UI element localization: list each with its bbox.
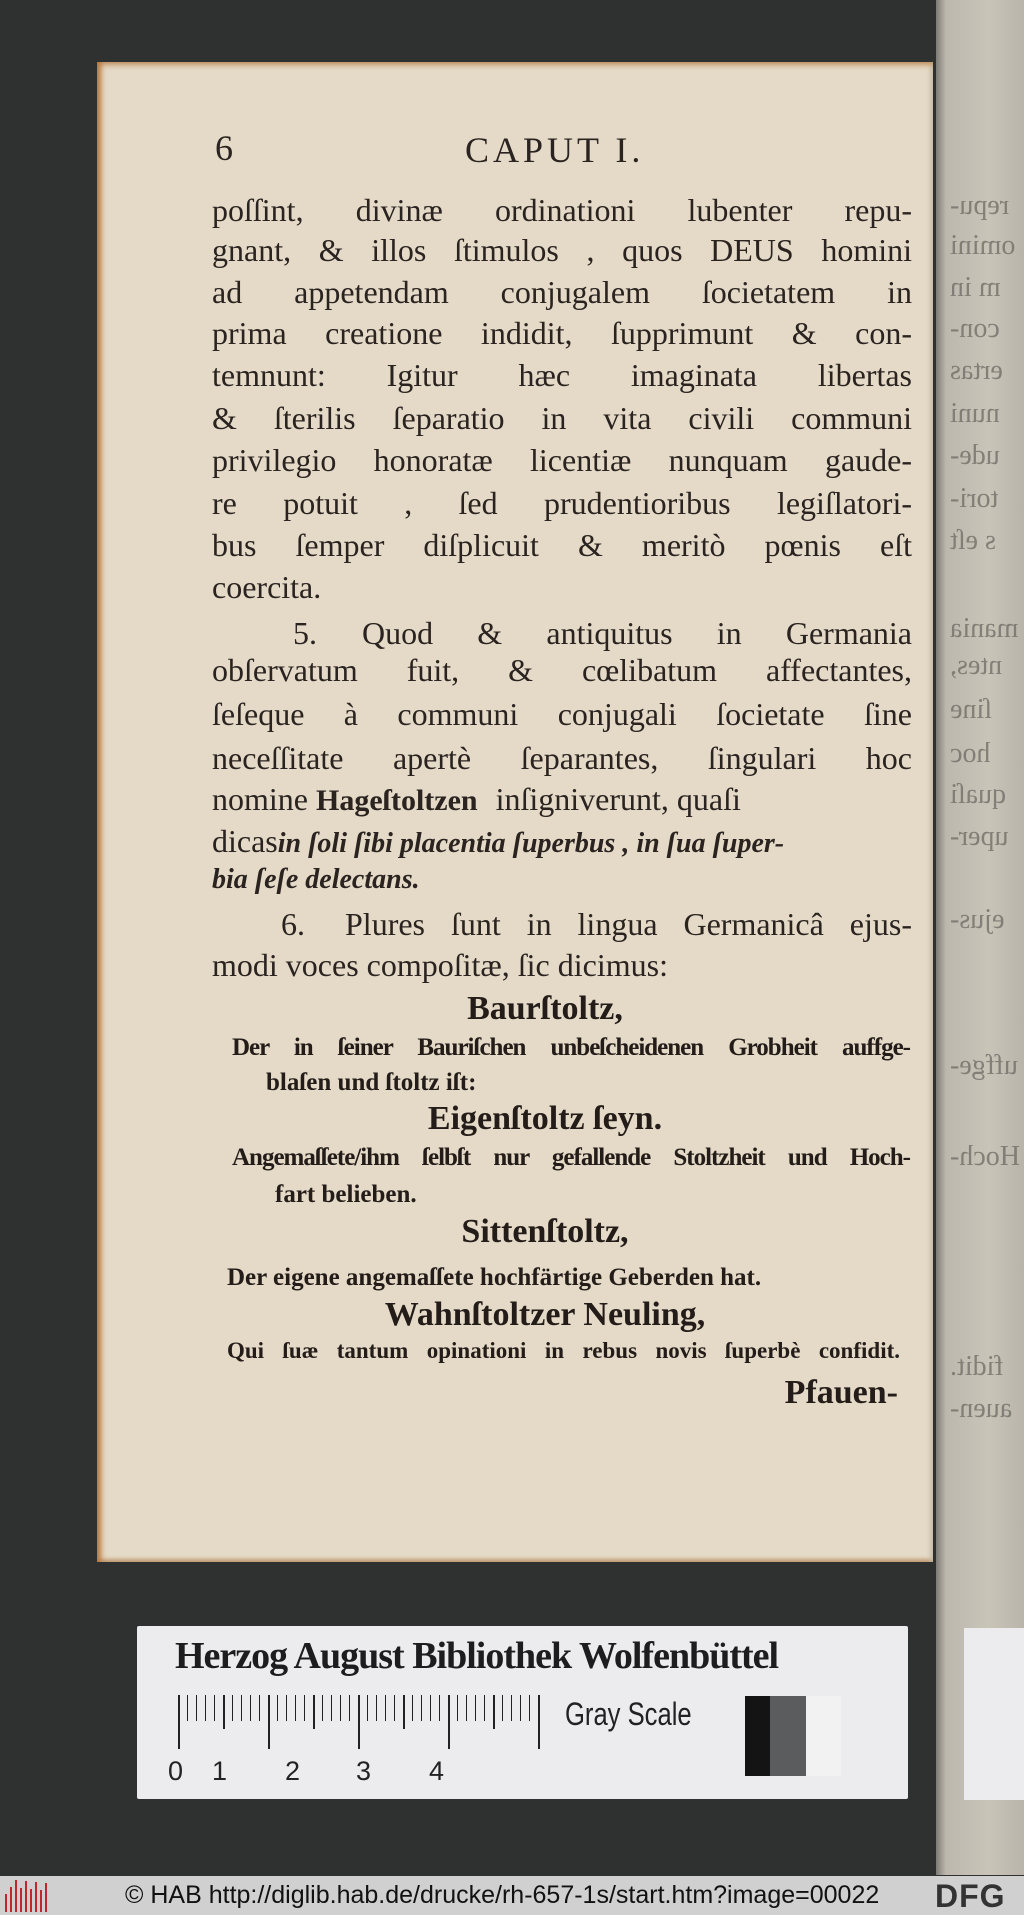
text-line: obſervatum fuit, & cœlibatum affectantes, bbox=[212, 652, 912, 688]
italic-text: in ſoli ſibi placentia ſuperbus , in ſua ſuper- bbox=[277, 828, 785, 859]
fraktur-word: Hageſtoltzen bbox=[315, 784, 478, 817]
bleed-text-fragment: mania bbox=[950, 613, 1019, 644]
text-line: & ſterilis ſeparatio in vita civili communi bbox=[212, 400, 912, 436]
ruler-tick bbox=[367, 1695, 368, 1721]
ruler-tick bbox=[196, 1695, 197, 1721]
text-line: Quod & antiquitus in Germania bbox=[362, 615, 912, 651]
scale-number: 0 bbox=[168, 1756, 184, 1786]
ruler-tick bbox=[493, 1695, 495, 1729]
bleed-text-fragment: fidit. bbox=[950, 1351, 1004, 1382]
ruler-tick bbox=[439, 1695, 440, 1721]
ruler-tick bbox=[259, 1695, 260, 1721]
ruler-tick bbox=[475, 1695, 476, 1721]
text: inſigniverunt, quaſi bbox=[495, 781, 741, 817]
scale-number: 4 bbox=[429, 1756, 445, 1786]
ruler-tick bbox=[385, 1695, 386, 1721]
ruler-tick bbox=[214, 1695, 215, 1721]
gloss-line: Angemaſſete/ihm ſelbſt nur gefallende Stoltzheit und Hoch- bbox=[232, 1144, 910, 1171]
logo-stripe bbox=[5, 1894, 7, 1912]
logo-stripe bbox=[20, 1888, 22, 1912]
catchword: Pfauen- bbox=[784, 1374, 898, 1411]
text-line: neceſſitate apertè ſeparantes, ſingulari hoc bbox=[212, 740, 912, 776]
ruler-tick bbox=[421, 1695, 422, 1721]
logo-stripe bbox=[30, 1889, 32, 1912]
gray-patch bbox=[770, 1696, 806, 1776]
text-line: gnant, & illos ſtimulos , quos DEUS homini bbox=[212, 232, 912, 268]
ruler-tick bbox=[349, 1695, 350, 1721]
ruler-tick bbox=[223, 1695, 225, 1729]
headword: Sittenſtoltz, bbox=[461, 1213, 629, 1250]
ruler-tick bbox=[448, 1695, 450, 1749]
gray-scale-label: Gray Scale bbox=[565, 1696, 692, 1732]
ruler-tick bbox=[304, 1695, 305, 1721]
ruler-tick bbox=[241, 1695, 242, 1721]
logo-stripe bbox=[40, 1890, 42, 1912]
bleed-text-fragment: omini bbox=[950, 230, 1016, 261]
ruler-tick bbox=[295, 1695, 296, 1721]
logo-stripe bbox=[25, 1881, 27, 1912]
bleed-text-fragment: ſine bbox=[950, 694, 992, 725]
text-line: modi voces compoſitæ, ſic dicimus: bbox=[212, 947, 668, 983]
bleed-text-fragment: ejus- bbox=[950, 904, 1005, 935]
scale-number: 3 bbox=[356, 1756, 372, 1786]
library-name: Herzog August Bibliothek Wolfenbüttel bbox=[175, 1635, 779, 1677]
text: nomine bbox=[212, 781, 308, 817]
bleed-text-fragment: ertas bbox=[950, 355, 1003, 386]
ruler-tick bbox=[520, 1695, 521, 1721]
gray-scale-patches bbox=[745, 1696, 841, 1776]
bleed-text-fragment: ntes, bbox=[950, 650, 1003, 681]
text-line: bus ſemper diſplicuit & meritò pœnis eſt bbox=[212, 527, 912, 563]
bleed-text-fragment: con- bbox=[950, 313, 1000, 344]
ruler-tick bbox=[250, 1695, 251, 1721]
text: dicas bbox=[212, 823, 278, 859]
text-line: ad appetendam conjugalem ſocietatem in bbox=[212, 274, 912, 310]
ruler-tick bbox=[313, 1695, 315, 1729]
ruler-tick bbox=[187, 1695, 188, 1721]
ruler-tick bbox=[331, 1695, 332, 1721]
text-line: poſſint, divinæ ordinationi lubenter repu- bbox=[212, 192, 912, 228]
ruler-tick bbox=[340, 1695, 341, 1721]
ruler-tick bbox=[403, 1695, 405, 1729]
gloss-line: Qui ſuæ tantum opinationi in rebus novis ſuperbè confidit. bbox=[227, 1338, 900, 1363]
bleed-text-fragment: m in bbox=[950, 272, 1001, 303]
italic-text: bia ſeſe delectans. bbox=[212, 864, 420, 895]
text-line: temnunt: Igitur hæc imaginata libertas bbox=[212, 357, 912, 393]
gloss-line: Der eigene angemaſſete hochfärtige Geberden hat. bbox=[227, 1264, 762, 1291]
text-line bbox=[212, 821, 784, 864]
bleed-text-fragment: s eſt bbox=[950, 525, 996, 556]
bleed-text-fragment: uper- bbox=[950, 821, 1009, 852]
page-number: 6 bbox=[215, 128, 233, 168]
gloss-line: blaſen und ſtoltz iſt: bbox=[266, 1069, 477, 1096]
second-calibration-card bbox=[964, 1628, 1024, 1800]
gloss-line: Der in ſeiner Bauriſchen unbeſcheidenen Grobheit auffge- bbox=[232, 1034, 910, 1061]
hab-logo-icon bbox=[5, 1879, 49, 1912]
gloss-line: fart belieben. bbox=[275, 1181, 417, 1208]
logo-stripe bbox=[35, 1882, 37, 1912]
logo-stripe bbox=[45, 1883, 47, 1912]
ruler-tick bbox=[286, 1695, 287, 1721]
scale-number: 2 bbox=[285, 1756, 301, 1786]
headword: Baurſtoltz, bbox=[467, 990, 623, 1027]
ruler-tick bbox=[376, 1695, 377, 1721]
ruler-tick bbox=[529, 1695, 530, 1721]
text-line: prima creatione indidit, ſupprimunt & con- bbox=[212, 315, 912, 351]
bleed-text-fragment: hoc bbox=[950, 738, 991, 769]
bleed-text-fragment: auen- bbox=[950, 1393, 1013, 1424]
ruler-tick bbox=[205, 1695, 206, 1721]
headword: Wahnſtoltzer Neuling, bbox=[384, 1296, 706, 1333]
logo-stripe bbox=[10, 1887, 12, 1912]
ruler-tick bbox=[394, 1695, 395, 1721]
text-line: ſeſeque à communi conjugali ſocietate ſine bbox=[212, 696, 912, 732]
ruler-tick bbox=[268, 1695, 270, 1749]
bleed-text-fragment: ude- bbox=[950, 440, 1000, 471]
text-line: coercita. bbox=[212, 569, 322, 605]
bleed-text-fragment: repu- bbox=[950, 190, 1010, 221]
bleed-text-fragment: tori- bbox=[950, 483, 999, 514]
ruler-tick bbox=[322, 1695, 323, 1721]
paragraph-number: 5. bbox=[293, 615, 317, 651]
paragraph-number: 6. bbox=[281, 906, 305, 942]
ruler-tick bbox=[538, 1695, 540, 1749]
bleed-text-fragment: quaſi bbox=[950, 779, 1006, 810]
copyright-url[interactable]: © HAB http://diglib.hab.de/drucke/rh-657-1s/start.htm?image=00022 bbox=[125, 1881, 880, 1909]
logo-stripe bbox=[15, 1880, 17, 1912]
ruler-tick bbox=[178, 1695, 180, 1749]
text-line: re potuit , ſed prudentioribus legiſlatori- bbox=[212, 485, 912, 521]
ruler-tick bbox=[484, 1695, 485, 1721]
footer-bar bbox=[0, 1876, 1024, 1915]
gray-patch bbox=[745, 1696, 770, 1776]
text-line bbox=[212, 779, 741, 821]
ruler-tick bbox=[232, 1695, 233, 1721]
text-line: Plures ſunt in lingua Germanicâ ejus- bbox=[345, 906, 912, 942]
ruler-tick bbox=[457, 1695, 458, 1721]
ruler-tick bbox=[502, 1695, 503, 1721]
bleed-text-fragment: uffge- bbox=[950, 1050, 1018, 1081]
headword: Eigenſtoltz ſeyn. bbox=[427, 1100, 663, 1137]
scale-number: 1 bbox=[212, 1756, 228, 1786]
color-calibration-card bbox=[137, 1626, 908, 1799]
ruler-tick bbox=[430, 1695, 431, 1721]
running-head: CAPUT I. bbox=[465, 130, 645, 170]
ruler-tick bbox=[358, 1695, 360, 1749]
ruler-tick bbox=[412, 1695, 413, 1721]
ruler-tick bbox=[466, 1695, 467, 1721]
gray-patch bbox=[806, 1696, 841, 1776]
bleed-text-fragment: nuni bbox=[950, 398, 1000, 429]
dfg-logo: DFG bbox=[935, 1878, 1006, 1914]
bleed-text-fragment: Hoch- bbox=[950, 1141, 1020, 1172]
ruler-tick bbox=[511, 1695, 512, 1721]
ruler-tick bbox=[277, 1695, 278, 1721]
text-line: privilegio honoratæ licentiæ nunquam gaude- bbox=[212, 442, 912, 478]
